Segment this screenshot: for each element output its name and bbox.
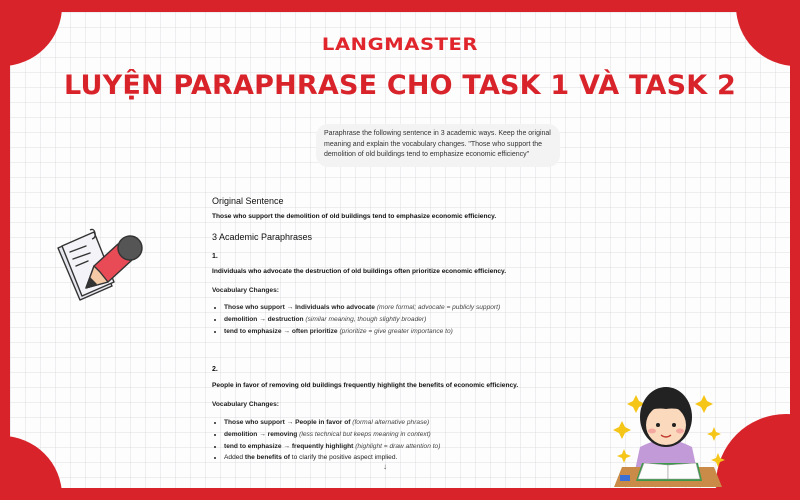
paraphrase-sentence: People in favor of removing old buildings frequently highlight the benefits of economic efficiency. <box>212 382 519 389</box>
user-prompt-bubble: Paraphrase the following sentence in 3 academic ways. Keep the original meaning and explain the vocabulary changes. "Those who support the demolition of old buildings tend to emphasize economic efficiency" <box>316 124 560 167</box>
list-item: • Those who support → People in favor of (formal alternative phrase) <box>224 417 440 429</box>
scroll-down-icon[interactable]: ↓ <box>383 462 387 471</box>
original-sentence-heading: Original Sentence <box>212 196 284 206</box>
list-item: • Those who support → Individuals who advocate (more formal; advocate = publicly support) <box>224 302 500 314</box>
list-item: • tend to emphasize → frequently highlight (highlight = draw attention to) <box>224 441 440 453</box>
list-item: • demolition → removing (less technical but keeps meaning in context) <box>224 429 440 441</box>
original-sentence: Those who support the demolition of old buildings tend to emphasize economic efficiency. <box>212 213 497 220</box>
notepad-pencil-icon <box>50 226 150 306</box>
vocab-changes-label: Vocabulary Changes: <box>212 287 279 294</box>
page-title: LUYỆN PARAPHRASE CHO TASK 1 VÀ TASK 2 <box>64 70 736 101</box>
list-item: • demolition → destruction (similar meaning, though slightly broader) <box>224 314 500 326</box>
student-studying-icon <box>606 355 726 487</box>
corner-decoration <box>716 414 790 488</box>
list-item: • Added the benefits of to clarify the positive aspect implied. <box>224 452 440 464</box>
brand-logo: LANGMASTER <box>321 35 479 55</box>
list-item: • tend to emphasize → often prioritize (prioritize = give greater importance to) <box>224 326 500 338</box>
vocab-changes-list <box>212 417 440 464</box>
corner-decoration <box>10 436 62 488</box>
vocab-changes-list <box>212 302 500 337</box>
paraphrases-heading: 3 Academic Paraphrases <box>212 232 313 242</box>
paraphrase-number: 1. <box>212 253 218 260</box>
vocab-changes-label: Vocabulary Changes: <box>212 401 279 408</box>
paraphrase-number: 2. <box>212 366 218 373</box>
paraphrase-sentence: Individuals who advocate the destruction of old buildings often prioritize economic efficiency. <box>212 268 507 275</box>
